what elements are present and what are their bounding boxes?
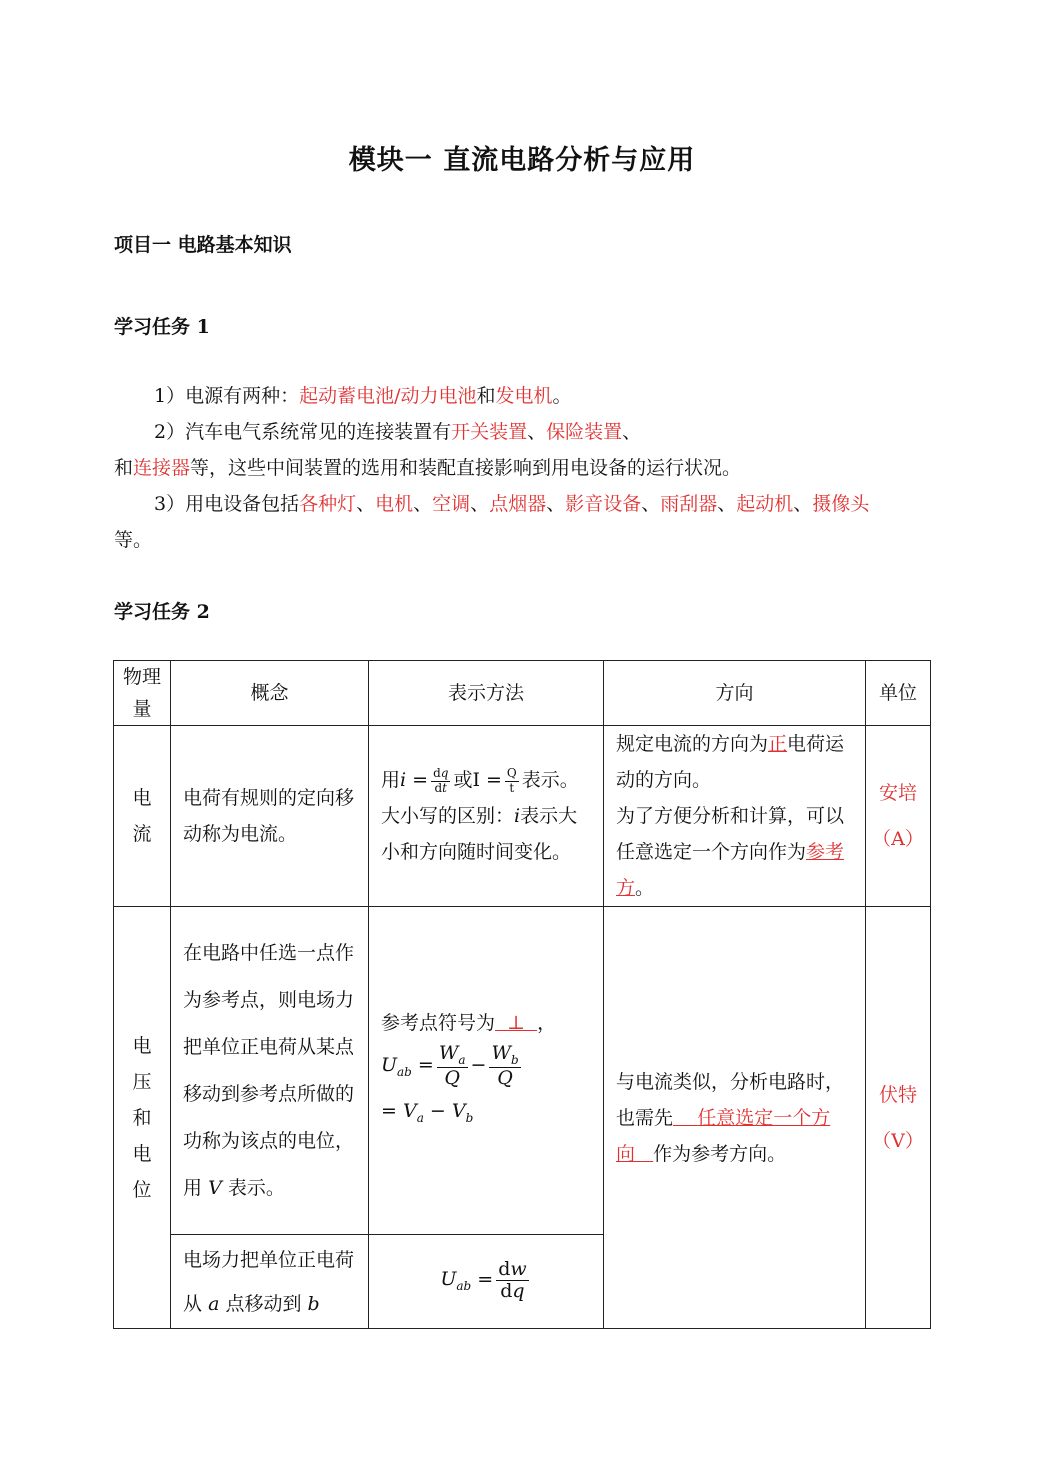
math-i: i bbox=[400, 769, 407, 791]
current-case-note bbox=[381, 798, 591, 870]
voltage-formula-1: $U_{ab}$ = $\frac{W_a}{Q}$ − $\frac{W_b}{Q}$ bbox=[381, 1041, 519, 1089]
text: 表示大小和方向随时间变化。 bbox=[381, 805, 578, 863]
method-potential bbox=[369, 907, 604, 1235]
text: 电场力把单位正电荷从 bbox=[183, 1248, 355, 1315]
fraction-q-t: $\frac{Q}{t}$ bbox=[506, 766, 517, 795]
fraction-dw-dq: $\frac{dw}{dq}$ bbox=[498, 1257, 527, 1302]
table-row-voltage bbox=[114, 907, 931, 1235]
device-item: 摄像头 bbox=[812, 493, 870, 515]
text: 在电路中任选一点作为参考点，则电场力把单位正电荷从某点移动到参考点所做的功称为该点的电位，用 bbox=[183, 941, 355, 1199]
project-heading: 项目一 电路基本知识 bbox=[114, 234, 292, 256]
direction-voltage bbox=[604, 907, 866, 1329]
method-current bbox=[369, 726, 604, 907]
ground-symbol: ⊥ bbox=[507, 1011, 525, 1034]
sep: 、 bbox=[413, 493, 433, 515]
header-direction: 方向 bbox=[604, 661, 866, 726]
header-unit: 单位 bbox=[866, 661, 931, 726]
math-b: b bbox=[307, 1292, 320, 1315]
text: 与电流类似，分析电路时，也需先 bbox=[616, 1070, 845, 1129]
answer-fuse: 保险装置 bbox=[546, 421, 623, 443]
text: 、 bbox=[527, 421, 547, 443]
text: ， bbox=[537, 1011, 557, 1034]
text: 规定电流的方向为 bbox=[616, 733, 769, 755]
answer-ground-symbol bbox=[495, 1012, 537, 1034]
reference-symbol-line bbox=[381, 1003, 591, 1043]
qty-char: 压 bbox=[132, 1070, 152, 1093]
current-formula: 用i = $\frac{dq}{dt}$ 或I = $\frac{Q}{t}$ 表示。 bbox=[381, 766, 579, 795]
answer-text: 任意选定一个方向 bbox=[616, 1106, 831, 1165]
text: 或 bbox=[453, 769, 473, 791]
math-a: a bbox=[208, 1292, 220, 1315]
qty-char: 位 bbox=[132, 1178, 152, 1201]
quantity-table bbox=[113, 660, 931, 1329]
sep: 、 bbox=[717, 493, 737, 515]
sep: 、 bbox=[356, 493, 376, 515]
sep: 、 bbox=[546, 493, 566, 515]
text: 1）电源有两种： bbox=[154, 385, 300, 407]
qty-char: 电 bbox=[132, 1034, 152, 1057]
device-item: 点烟器 bbox=[489, 493, 547, 515]
text: 电荷运动的方向。 bbox=[616, 733, 845, 791]
text: 作为参考方向。 bbox=[653, 1142, 787, 1165]
unit-name: 安培 bbox=[878, 782, 917, 804]
text: 2）汽车电气系统常见的连接装置有 bbox=[154, 421, 452, 443]
quantity-current bbox=[114, 726, 171, 907]
header-concept: 概念 bbox=[171, 661, 369, 726]
task1-line-5: 等。 bbox=[114, 529, 153, 551]
concept-potential bbox=[171, 907, 369, 1235]
concept-current: 电荷有规则的定向移动称为电流。 bbox=[171, 726, 369, 907]
answer-positive: 正 bbox=[768, 733, 788, 755]
task1-line-2 bbox=[114, 414, 641, 450]
method-voltage: $U_{ab}$ = $\frac{dw}{dq}$ bbox=[369, 1235, 604, 1329]
text: 为了方便分析和计算，可以任意选定一个方向作为 bbox=[616, 805, 845, 863]
device-item: 电机 bbox=[375, 493, 414, 515]
task1-line-4 bbox=[114, 486, 869, 522]
answer-switch: 开关装置 bbox=[451, 421, 528, 443]
device-item: 雨刮器 bbox=[660, 493, 718, 515]
table-row-current bbox=[114, 726, 931, 907]
sep: 、 bbox=[793, 493, 813, 515]
text: 表示。 bbox=[227, 1176, 285, 1199]
text: 用 bbox=[381, 769, 401, 791]
answer-connector: 连接器 bbox=[133, 457, 191, 479]
text: 大小写的区别： bbox=[381, 805, 515, 827]
sep: 、 bbox=[641, 493, 661, 515]
task1-heading: 学习任务 1 bbox=[114, 316, 210, 338]
text: 和 bbox=[476, 385, 496, 407]
fraction-wa-q: $\frac{W_a}{Q}$ bbox=[438, 1041, 466, 1089]
math-i: i bbox=[514, 805, 521, 827]
math-v: V bbox=[208, 1176, 222, 1199]
text: 。 bbox=[552, 385, 572, 407]
device-item: 影音设备 bbox=[565, 493, 642, 515]
text: 参考点符号为 bbox=[381, 1011, 496, 1034]
device-item: 空调 bbox=[432, 493, 471, 515]
task1-line-1 bbox=[114, 378, 572, 414]
table-header-row bbox=[114, 661, 931, 726]
sep: 、 bbox=[470, 493, 490, 515]
unit-symbol: （V） bbox=[872, 1129, 924, 1152]
text: 3）用电设备包括 bbox=[154, 493, 300, 515]
page-title: 模块一 直流电路分析与应用 bbox=[348, 145, 696, 176]
device-item: 起动机 bbox=[736, 493, 794, 515]
concept-voltage bbox=[171, 1235, 369, 1329]
unit-symbol: （A） bbox=[872, 828, 924, 850]
text: 表示。 bbox=[521, 769, 579, 791]
text: 等，这些中间装置的选用和装配直接影响到用电设备的运行状况。 bbox=[190, 457, 742, 479]
text: 、 bbox=[622, 421, 642, 443]
math-uab: $U_{ab}$ bbox=[381, 1053, 412, 1079]
unit-name: 伏特 bbox=[878, 1083, 917, 1106]
quantity-voltage bbox=[114, 907, 171, 1329]
text: 点移动到 bbox=[225, 1292, 302, 1315]
header-method: 表示方法 bbox=[369, 661, 604, 726]
answer-power: 起动蓄电池/动力电池 bbox=[299, 385, 477, 407]
fraction-di-dt: $\frac{dq}{dt}$ bbox=[433, 766, 449, 795]
qty-char: 流 bbox=[132, 823, 152, 845]
fraction-wb-q: $\frac{W_b}{Q}$ bbox=[491, 1041, 519, 1089]
unit-current bbox=[866, 726, 931, 907]
device-item: 各种灯 bbox=[299, 493, 357, 515]
qty-char: 电 bbox=[132, 1142, 152, 1165]
answer-generator: 发电机 bbox=[495, 385, 553, 407]
qty-char: 和 bbox=[132, 1106, 152, 1129]
text: 和 bbox=[114, 457, 134, 479]
math-va: $V_a$ bbox=[402, 1100, 424, 1126]
unit-voltage bbox=[866, 907, 931, 1329]
math-vb: $V_b$ bbox=[451, 1100, 474, 1126]
text: 。 bbox=[635, 877, 655, 899]
answer-reference: 参考方 bbox=[616, 841, 845, 899]
task1-line-3 bbox=[114, 450, 741, 486]
voltage-formula-2: = $V_a - V_b$ bbox=[381, 1100, 474, 1126]
qty-char: 电 bbox=[132, 787, 152, 809]
task2-heading: 学习任务 2 bbox=[114, 601, 210, 623]
direction-current bbox=[604, 726, 866, 907]
header-quantity: 物理量 bbox=[114, 661, 171, 726]
math-uab: $U_{ab}$ bbox=[440, 1268, 472, 1294]
